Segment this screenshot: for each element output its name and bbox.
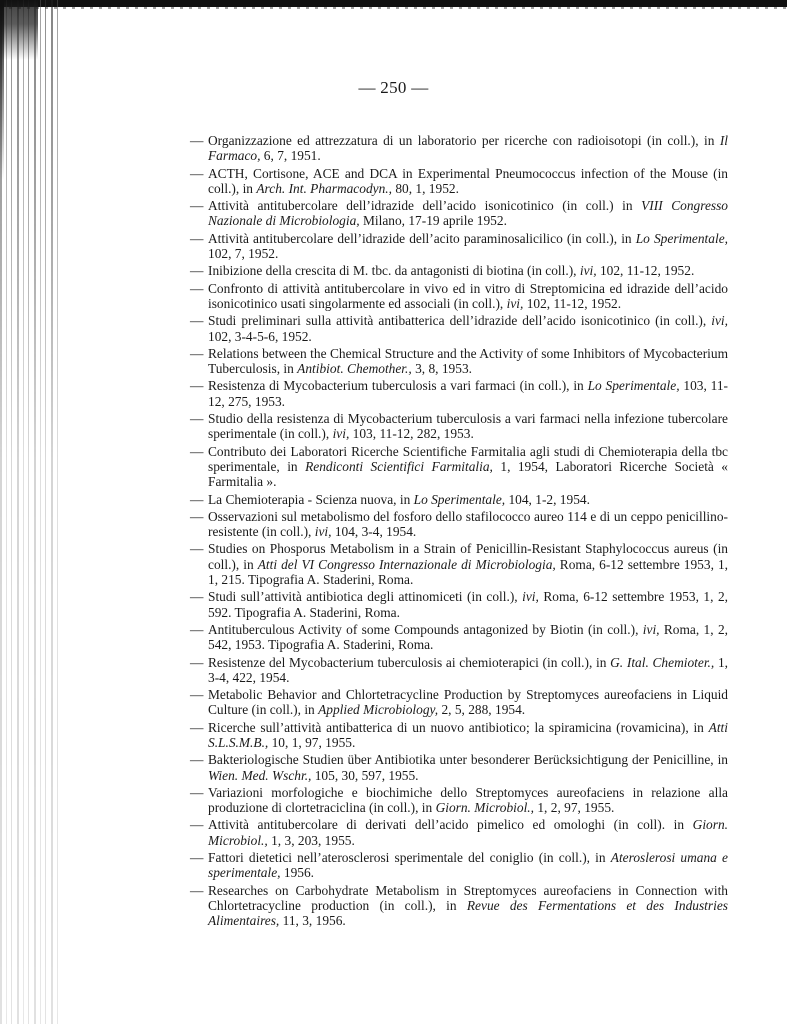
entry-source-italic: ivi, xyxy=(522,589,539,605)
entry-text: Roma, 6-12 settembre 1953, 1, 1, 215. Tipografia A. Staderini, Roma. xyxy=(208,556,728,588)
entry-text: Resistenza di Mycobacterium tuberculosis a vari farmaci (in coll.), in xyxy=(208,378,588,394)
entry-text: 1956. xyxy=(280,865,315,881)
entry-text: La Chemioterapia - Scienza nuova, in xyxy=(208,491,414,507)
entry-source-italic: Arch. Int. Pharmacodyn., xyxy=(256,180,392,196)
entry-text: 103, 11-12, 282, 1953. xyxy=(349,426,474,442)
entry-text: Variazioni morfologiche e biochimiche dello Streptomyces aureofaciens in relazione alla produzione di clortetraciclina (in coll.), in xyxy=(208,784,728,816)
entry-text: Attività antitubercolare dell’idrazide dell’acido isonicotinico (in coll.) in xyxy=(208,198,642,214)
entry-dash: — xyxy=(190,850,204,866)
bibliography-entry xyxy=(172,817,728,848)
entry-text: Resistenze del Mycobacterium tuberculosis ai chemioterapici (in coll.), in xyxy=(208,654,611,670)
entry-source-italic: Lo Sperimentale, xyxy=(413,491,506,507)
entry-text: 103, 11-12, 275, 1953. xyxy=(208,378,728,409)
entry-text: 102, 11-12, 1952. xyxy=(523,295,622,311)
entry-text: 102, 7, 1952. xyxy=(208,246,279,262)
entry-dash: — xyxy=(190,411,204,427)
entry-source-italic: Atti del VI Congresso Internazionale di Microbiologia, xyxy=(257,556,556,572)
bibliography-entry xyxy=(172,720,728,751)
entry-source-italic: Giorn. Microbiol., xyxy=(435,800,535,816)
entry-text: Relations between the Chemical Structure and the Activity of some Inhibitors of Mycobacterium Tuberculosis, in xyxy=(208,345,728,377)
entry-dash: — xyxy=(190,280,204,296)
bibliography-entry xyxy=(172,281,728,312)
bibliography-entry xyxy=(172,198,728,229)
entry-source-italic: Il Farmaco, xyxy=(208,133,728,164)
entry-text: Studies on Phosporus Metabolism in a Strain of Penicillin-Resistant Staphylococcus aureus (in coll.), in xyxy=(208,541,728,572)
entry-text: Bakteriologische Studien über Antibiotika unter besonderer Berücksichtigung der Penicilline, in xyxy=(208,752,728,768)
entry-text: Attività antitubercolare dell’idrazide dell’acito paraminosalicilico (in coll.), in xyxy=(208,230,636,246)
entry-dash: — xyxy=(190,491,204,507)
entry-text: Inibizione della crescita di M. tbc. da antagonisti di biotina (in coll.), xyxy=(208,263,580,279)
entry-source-italic: Lo Sperimentale, xyxy=(587,378,680,394)
entry-text: Organizzazione ed attrezzatura di un laboratorio per ricerche con radioisotopi (in coll.), in xyxy=(208,133,720,148)
bibliography-entry xyxy=(172,444,728,490)
bibliography-entry xyxy=(172,263,728,278)
entry-text: Confronto di attività antitubercolare in vivo ed in vitro di Streptomicina ed idrazide dell’acido isonicotinico usati singolarmente ed associali (in coll.), xyxy=(208,280,728,311)
entry-text: Roma, 6-12 settembre 1953, 1, 2, 592. Tipografia A. Staderini, Roma. xyxy=(208,589,728,620)
entry-source-italic: ivi, xyxy=(314,524,332,540)
entry-source-italic: Antibiot. Chemother., xyxy=(297,361,412,377)
entry-text: 80, 1, 1952. xyxy=(391,180,459,196)
entry-text: Roma, 1, 2, 542, 1953. Tipografia A. Staderini, Roma. xyxy=(208,621,728,653)
scan-corner-shadow xyxy=(0,0,38,60)
bibliography-entry xyxy=(172,589,728,620)
entry-text: 105, 30, 597, 1955. xyxy=(311,767,419,783)
bibliography-entry xyxy=(172,411,728,442)
entry-dash: — xyxy=(190,313,204,329)
page-number: — 250 — xyxy=(358,78,429,97)
bibliography-entry xyxy=(172,752,728,783)
entry-dash: — xyxy=(190,621,204,637)
entry-dash: — xyxy=(190,541,204,557)
entry-source-italic: Giorn. Microbiol., xyxy=(208,817,728,848)
bibliography-entry xyxy=(172,785,728,816)
entry-text: 10, 1, 97, 1955. xyxy=(268,734,356,750)
entry-dash: — xyxy=(190,165,204,181)
entry-source-italic: Revue des Fermentations et des Industries Alimentaires, xyxy=(208,897,728,929)
entry-text: 102, 3-4-5-6, 1952. xyxy=(208,328,312,344)
entry-dash: — xyxy=(190,443,204,459)
entry-source-italic: ivi, xyxy=(506,295,524,311)
entry-text: ACTH, Cortisone, ACE and DCA in Experimental Pneumococcus infection of the Mouse (in coll.), in xyxy=(208,165,728,196)
bibliography-entry xyxy=(172,850,728,881)
entry-source-italic: Wien. Med. Wschr., xyxy=(208,767,312,783)
scan-top-edge xyxy=(0,0,787,7)
bibliography-entry xyxy=(172,509,728,540)
bibliography-entry xyxy=(172,541,728,587)
entry-text: 1, 3, 203, 1955. xyxy=(267,832,355,848)
entry-source-italic: Atti S.L.S.M.B., xyxy=(208,719,728,750)
entry-text: Milano, 17-19 aprile 1952. xyxy=(359,213,507,229)
entry-text: Metabolic Behavior and Chlortetracycline Production by Streptomyces aureofaciens in Liquid Culture (in coll.), in xyxy=(208,687,728,718)
entry-text: 1, 3-4, 422, 1954. xyxy=(208,654,728,685)
entry-dash: — xyxy=(190,230,204,246)
entry-text: 102, 11-12, 1952. xyxy=(596,263,695,279)
bibliography-entry xyxy=(172,622,728,653)
entry-text: Studio della resistenza di Mycobacterium tuberculosis a vari farmaci nella infezione tubercolare sperimentale (in coll.), xyxy=(208,411,728,442)
bibliography-entry xyxy=(172,492,728,507)
bibliography-entry xyxy=(172,883,728,929)
entry-source-italic: ivi, xyxy=(579,263,597,279)
entry-dash: — xyxy=(190,654,204,670)
entry-dash: — xyxy=(190,589,204,605)
bibliography-entry xyxy=(172,133,728,164)
entry-source-italic: Ateroslerosi umana e sperimentale, xyxy=(208,850,728,881)
entry-dash: — xyxy=(190,508,204,524)
entry-source-italic: ivi, xyxy=(332,426,350,442)
entry-source-italic: Applied Microbiology, xyxy=(318,702,439,718)
entry-source-italic: Rendiconti Scientifici Farmitalia, xyxy=(305,458,493,474)
entry-text: 2, 5, 288, 1954. xyxy=(438,702,526,718)
entry-text: Contributo dei Laboratori Ricerche Scientifiche Farmitalia agli studi di Chemioterapia della tbc sperimentale, in xyxy=(208,443,728,474)
entry-dash: — xyxy=(190,784,204,800)
entry-dash: — xyxy=(190,133,204,148)
bibliography-list xyxy=(172,133,728,931)
entry-dash: — xyxy=(190,378,204,394)
entry-dash: — xyxy=(190,263,204,279)
bibliography-entry xyxy=(172,231,728,262)
entry-source-italic: G. Ital. Chemioter., xyxy=(610,654,715,670)
scan-binding-shadow xyxy=(0,0,58,1024)
entry-source-italic: VIII Congresso Nazionale di Microbiologia, xyxy=(208,198,729,229)
bibliography-entry xyxy=(172,166,728,197)
bibliography-entry xyxy=(172,378,728,409)
entry-dash: — xyxy=(190,817,204,833)
entry-source-italic: ivi, xyxy=(711,313,728,329)
entry-text: Osservazioni sul metabolismo del fosforo dello stafilococco aureo 114 e di un ceppo penicillino-resistente (in coll.), xyxy=(208,508,728,540)
entry-text: 3, 8, 1953. xyxy=(411,361,472,377)
entry-text: Fattori dietetici nell’aterosclerosi sperimentale del coniglio (in coll.), in xyxy=(208,850,611,866)
entry-dash: — xyxy=(190,752,204,768)
entry-dash: — xyxy=(190,198,204,214)
entry-text: Ricerche sull’attività antibatterica di un nuovo antibiotico; la spiramicina (rovamicina), in xyxy=(208,719,709,735)
entry-text: Studi sull’attività antibiotica degli attinomiceti (in coll.), xyxy=(208,589,523,605)
entry-text: 104, 3-4, 1954. xyxy=(331,524,417,540)
entry-text: 11, 3, 1956. xyxy=(279,913,346,929)
entry-dash: — xyxy=(190,719,204,735)
bibliography-entry xyxy=(172,687,728,718)
entry-text: Studi preliminari sulla attività antibatterica dell’idrazide dell’acido isonicotinico (in coll.), xyxy=(208,313,712,329)
bibliography-entry xyxy=(172,313,728,344)
entry-dash: — xyxy=(190,882,204,898)
entry-dash: — xyxy=(190,345,204,361)
entry-source-italic: Lo Sperimentale, xyxy=(635,230,728,246)
entry-text: 1, 1954, Laboratori Ricerche Società « Farmitalia ». xyxy=(208,458,728,490)
entry-dash: — xyxy=(190,687,204,703)
entry-text: Antituberculous Activity of some Compounds antagonized by Biotin (in coll.), xyxy=(208,621,643,637)
entry-text: 1, 2, 97, 1955. xyxy=(534,800,615,816)
entry-text: Attività antitubercolare di derivati dell’acido pimelico ed omologhi (in coll). in xyxy=(208,817,693,833)
entry-source-italic: ivi, xyxy=(642,621,660,637)
entry-text: 104, 1-2, 1954. xyxy=(505,491,590,507)
bibliography-entry xyxy=(172,346,728,377)
bibliography-entry xyxy=(172,655,728,686)
entry-text: 6, 7, 1951. xyxy=(260,148,321,164)
entry-text: Researches on Carbohydrate Metabolism in Streptomyces aureofaciens in Connection with Chlortetracycline production (in coll.), in xyxy=(208,882,728,913)
